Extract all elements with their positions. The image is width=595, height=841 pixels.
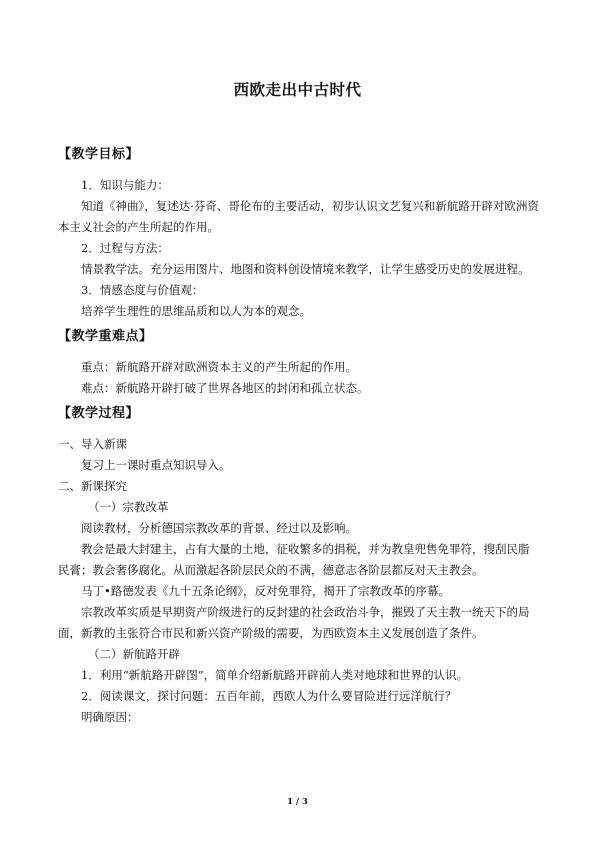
paragraph: 2．过程与方法： bbox=[81, 241, 169, 255]
section-heading-key-points: 【教学重难点】 bbox=[58, 329, 153, 344]
paragraph: 1．利用“新航路开辟图”，简单介绍新航路开辟前人类对地球和世界的认识。 bbox=[81, 668, 469, 682]
paragraph: 二、新课探究 bbox=[58, 479, 127, 493]
section-heading-objectives: 【教学目标】 bbox=[58, 147, 140, 162]
paragraph: 重点：新航路开辟对欧洲资本主义的产生所起的作用。 bbox=[81, 360, 357, 374]
paragraph: （二）新航路开辟 bbox=[88, 647, 180, 661]
paragraph: 复习上一课时重点知识导入。 bbox=[81, 458, 231, 472]
paragraph: 教会是最大封建主，占有大量的土地，征收繁多的捐税，并为教皇兜售免罪符，搜刮民脂民膏；教会奢侈腐化。从而激起各阶层民众的不满，德意志各阶层都反对天主教会。 bbox=[58, 542, 530, 577]
paragraph: （一）宗教改革 bbox=[88, 500, 169, 514]
document-body bbox=[58, 140, 540, 728]
paragraph: 马丁•路德发表《九十五条论纲》，反对免罪符，揭开了宗教改革的序幕。 bbox=[81, 584, 451, 598]
paragraph: 1．知识与能力： bbox=[81, 178, 169, 192]
paragraph: 2．阅读课文，探讨问题：五百年前，西欧人为什么要冒险进行远洋航行？ bbox=[81, 689, 457, 703]
paragraph: 一、导入新课 bbox=[58, 437, 127, 451]
paragraph: 难点：新航路开辟打破了世界各地区的封闭和孤立状态。 bbox=[81, 381, 369, 395]
paragraph: 培养学生理性的思维品质和以人为本的观念。 bbox=[81, 304, 311, 318]
paragraph: 知道《神曲》，复述达·芬奇、哥伦布的主要活动，初步认识文艺复兴和新航路开辟对欧洲资本主义社会的产生所起的作用。 bbox=[58, 199, 539, 234]
page-number: 1 / 3 bbox=[287, 797, 308, 807]
section-heading-process: 【教学过程】 bbox=[58, 406, 140, 421]
paragraph: 宗教改革实质是早期资产阶级进行的反封建的社会政治斗争，摧毁了天主教一统天下的局面，新教的主张符合市民和新兴资产阶级的需要，为西欧资本主义发展创造了条件。 bbox=[58, 605, 530, 640]
paragraph: 明确原因： bbox=[81, 710, 139, 724]
paragraph: 3．情感态度与价值观： bbox=[81, 283, 204, 297]
document-title: 西欧走出中古时代 bbox=[233, 81, 362, 99]
paragraph: 阅读教材，分析德国宗教改革的背景、经过以及影响。 bbox=[81, 521, 357, 535]
paragraph: 情景教学法。充分运用图片、地图和资料创设情境来教学，让学生感受历史的发展进程。 bbox=[81, 262, 530, 276]
